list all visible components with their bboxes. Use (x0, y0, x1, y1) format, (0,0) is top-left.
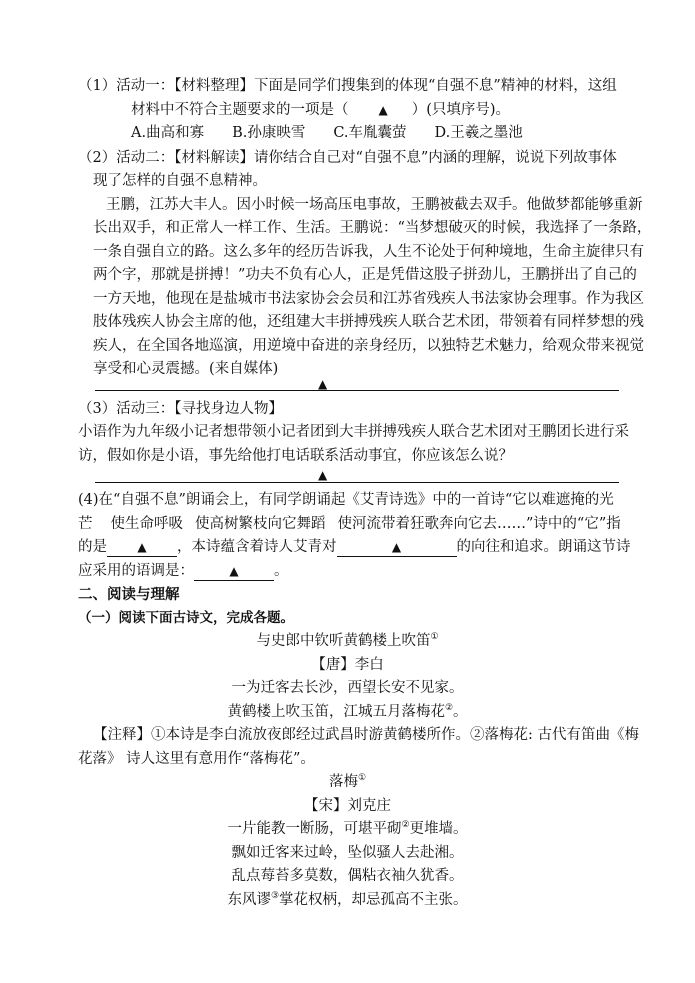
q2-passage-line: 享受和心灵震撼。(来自媒体) (93, 361, 279, 377)
poem1-note: 【注释】①本诗是李白流放夜郎经过武昌时游黄鹤楼所作。②落梅花: 古代有笛曲《梅 (93, 727, 639, 743)
q2-passage-line: 疾人，在全国各地巡演，用逆境中奋进的亲身经历，以独特艺术魅力，给观众带来视觉 (93, 338, 644, 354)
poem2-line: 一片能教一断肠，可堪平砌②更堆墙。 (227, 820, 468, 837)
poem2-line: 乱点莓苔多莫数，偶粘衣袖久犹香。 (231, 868, 464, 884)
q3-answer-mark: ▲ (318, 468, 328, 482)
q3-line2: 小语作为九年级小记者想带领小记者团到大丰拼搏残疾人联合艺术团对王鹏团长进行采 (78, 424, 629, 440)
q4-line3 (78, 537, 631, 557)
q3-answer-line[interactable] (95, 482, 619, 483)
poem1-line: 黄鹤楼上吹玉笛，江城五月落梅花②。 (227, 703, 468, 720)
q2-passage-line: 一条自强自立的路。这么多年的经历告诉我，人生不论处于何种境地，生命主旋律只有 (93, 244, 644, 260)
q1-option-b: B.孙康映雪 (232, 125, 306, 141)
q1-line2-text-a: 材料中不符合主题要求的一项是（ (131, 102, 349, 118)
q2-passage-line: 两个字，那就是拼搏！”功夫不负有心人，正是凭借这股子拼劲儿，王鹏拼出了自己的 (93, 267, 637, 283)
q1-line1: （1）活动一：【材料整理】下面是同学们搜集到的体现“自强不息”精神的材料，这组 (78, 78, 617, 94)
q2-answer-line[interactable] (95, 390, 619, 391)
q1-option-c: C.车胤囊萤 (333, 125, 407, 141)
q4-blank-3[interactable]: ▲ (194, 563, 274, 581)
q1-options (131, 123, 523, 143)
section-title: 二、阅读与理解 (78, 586, 180, 603)
q4-line2-part: 芒 (78, 516, 93, 532)
q4-line4-text-b: 。 (274, 563, 289, 579)
q4-line2 (78, 514, 621, 534)
q1-option-a: A.曲高和寡 (131, 125, 205, 141)
q2-passage-line: 一方天地，他现在是盐城市书法家协会会员和江苏省残疾人书法家协会理事。作为我区 (93, 291, 644, 307)
q4-line2-part: 使河流带着狂歌奔向它去……”诗中的“它”指 (337, 516, 621, 532)
q3-line1: （3）活动三：【寻找身边人物】 (78, 401, 283, 417)
q4-line4-text-a: 应采用的语调是： (78, 563, 194, 579)
q2-answer-mark: ▲ (318, 377, 328, 391)
q2-passage-line: 王鹏，江苏大丰人。因小时候一场高压电事故，王鹏被截去双手。他做梦都能够重新 (106, 197, 643, 213)
poem2-author: 【宋】刘克庄 (304, 798, 391, 814)
q2-line2: 现了怎样的自强不息精神。 (93, 173, 267, 189)
poem1-note: 花落》 诗人这里有意用作“落梅花”。 (78, 751, 315, 767)
q1-line2-text-b: ）(只填序号)。 (411, 102, 511, 118)
q3-line3: 访，假如你是小语，事先给他打电话联系活动事宜，你应该怎么说？ (78, 448, 513, 464)
q2-passage-line: 肢体残疾人协会主席的他，还组建大丰拼搏残疾人联合艺术团，带领着有同样梦想的残 (93, 314, 644, 330)
q2-passage-line: 长出双手，和正常人一样工作、生活。王鹏说：“当梦想破灭的时候，我选择了一条路， (93, 220, 652, 236)
q4-line3-text-b: ，本诗蕴含着诗人艾青对 (177, 539, 337, 555)
section-subtitle: （一）阅读下面古诗文，完成各题。 (78, 610, 294, 626)
q1-option-d: D.王羲之墨池 (434, 125, 523, 141)
poem2-line: 飘如迁客来过岭，坠似骚人去赴湘。 (231, 845, 464, 861)
answer-mark: ▲ (378, 103, 388, 117)
poem1-author: 【唐】李白 (311, 657, 384, 673)
q4-blank-1[interactable]: ▲ (107, 539, 177, 557)
q4-line2-part: 使生命呼吸 (110, 516, 183, 532)
q4-line2-part: 使高树繁枝向它舞蹈 (195, 516, 326, 532)
q2-line1: （2）活动二：【材料解读】请你结合自己对“自强不息”内涵的理解，说说下列故事体 (78, 150, 617, 166)
poem2-line: 东风谬③掌花权柄，却忌孤高不主张。 (227, 891, 468, 908)
poem2-title: 落梅① (328, 773, 367, 790)
q4-blank-2[interactable]: ▲ (337, 539, 457, 557)
q4-line1: (4)在“自强不息”朗诵会上，有同学朗诵起《艾青诗选》中的一首诗“它以难遮掩的光 (78, 492, 614, 508)
q4-line3-text-c: 的向往和追求。朗诵这节诗 (456, 539, 631, 555)
poem1-title: 与史郎中钦听黄鹤楼上吹笛① (256, 632, 439, 649)
q4-line4 (78, 561, 289, 581)
q4-line3-text-a: 的是 (78, 539, 107, 555)
q1-line2 (131, 100, 510, 120)
poem1-line: 一为迁客去长沙，西望长安不见家。 (231, 680, 464, 696)
